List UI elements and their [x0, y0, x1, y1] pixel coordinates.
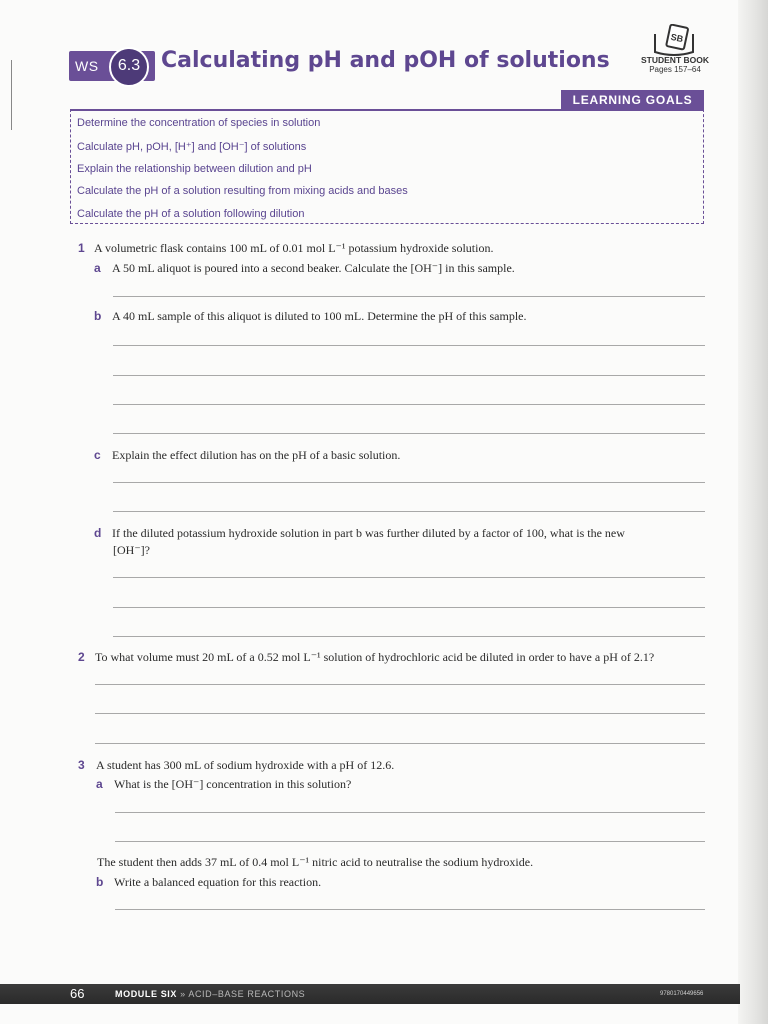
student-book-icon	[651, 24, 697, 58]
learning-goal-5: Calculate the pH of a solution following dilution	[77, 208, 305, 220]
question-1b-text: A 40 mL sample of this aliquot is diluted to 100 mL. Determine the pH of this sample.	[112, 309, 527, 323]
question-1a-letter: a	[94, 261, 101, 275]
question-3b-text: Write a balanced equation for this reaction.	[114, 875, 322, 889]
module-number: MODULE SIX	[115, 989, 178, 999]
answer-line[interactable]	[113, 296, 705, 297]
answer-line[interactable]	[115, 909, 705, 910]
answer-line[interactable]	[113, 345, 705, 346]
answer-line[interactable]	[95, 713, 705, 714]
answer-line[interactable]	[95, 743, 705, 744]
question-3a-text: What is the [OH⁻] concentration in this solution?	[114, 777, 352, 791]
answer-line[interactable]	[113, 404, 705, 405]
worksheet-label: WS	[75, 58, 99, 74]
answer-line[interactable]	[113, 511, 705, 512]
answer-line[interactable]	[113, 375, 705, 376]
question-1b-letter: b	[94, 309, 102, 323]
module-name: ACID–BASE REACTIONS	[188, 989, 306, 999]
question-1d-text-line2: [OH⁻]?	[113, 543, 150, 557]
question-1d-letter: d	[94, 526, 102, 540]
student-book-pages: Pages 157–64	[649, 65, 701, 74]
learning-goal-1: Determine the concentration of species in solution	[77, 117, 321, 129]
question-2-number: 2	[78, 650, 85, 664]
margin-line	[11, 60, 12, 130]
answer-line[interactable]	[113, 433, 705, 434]
answer-line[interactable]	[95, 684, 705, 685]
question-2-text: To what volume must 20 mL of a 0.52 mol L⁻¹ solution of hydrochloric acid be diluted in order to have a pH of 2.1?	[95, 650, 655, 664]
worksheet-number: 6.3	[117, 57, 141, 74]
learning-goal-4: Calculate the pH of a solution resulting from mixing acids and bases	[77, 185, 408, 197]
answer-line[interactable]	[113, 577, 705, 578]
answer-line[interactable]	[113, 482, 705, 483]
answer-line[interactable]	[115, 812, 705, 813]
answer-line[interactable]	[115, 841, 705, 842]
module-separator: »	[180, 989, 186, 999]
question-1-text: A volumetric flask contains 100 mL of 0.01 mol L⁻¹ potassium hydroxide solution.	[94, 241, 494, 255]
question-3b-letter: b	[96, 875, 104, 889]
question-3-number: 3	[78, 758, 85, 772]
question-3a-letter: a	[96, 777, 103, 791]
student-book-ref	[636, 56, 714, 74]
question-1c-letter: c	[94, 448, 101, 462]
question-3-intro: The student then adds 37 mL of 0.4 mol L⁻¹ nitric acid to neutralise the sodium hydroxide.	[97, 855, 534, 869]
learning-goals-label: LEARNING GOALS	[561, 90, 704, 110]
module-title	[115, 989, 305, 999]
learning-goal-2: Calculate pH, pOH, [H⁺] and [OH⁻] of solutions	[77, 141, 307, 153]
page-title: Calculating pH and pOH of solutions	[161, 48, 610, 73]
student-book-label: STUDENT BOOK	[641, 55, 709, 65]
answer-line[interactable]	[113, 607, 705, 608]
sb-icon-text: SB	[669, 31, 685, 45]
page-number: 66	[70, 986, 85, 1001]
question-1d-text-line1: If the diluted potassium hydroxide solution in part b was further diluted by a factor of 100, what is the new	[112, 526, 625, 540]
answer-line[interactable]	[113, 636, 705, 637]
page-edge-shadow	[738, 0, 768, 1024]
question-1-number: 1	[78, 241, 85, 255]
question-1a-text: A 50 mL aliquot is poured into a second beaker. Calculate the [OH⁻] in this sample.	[112, 261, 515, 275]
learning-goal-3: Explain the relationship between dilution and pH	[77, 163, 312, 175]
isbn: 9780170449656	[660, 991, 704, 997]
question-1c-text: Explain the effect dilution has on the pH of a basic solution.	[112, 448, 401, 462]
footer-bar	[0, 984, 740, 1004]
question-3-text: A student has 300 mL of sodium hydroxide with a pH of 12.6.	[96, 758, 395, 772]
